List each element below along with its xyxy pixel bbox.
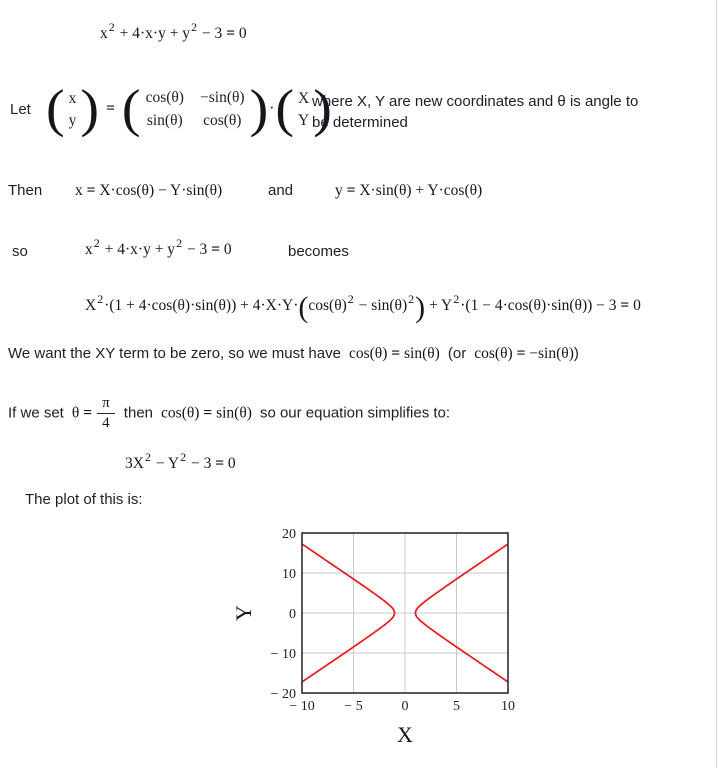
XY-vector <box>294 91 313 128</box>
equation-x-transform[interactable]: x = X·cos(θ) − Y·sin(θ) <box>75 182 223 199</box>
left-paren: ( <box>121 79 141 139</box>
vec-X: X <box>298 89 310 107</box>
superscript: 2 <box>453 292 460 306</box>
note-line2: be determined <box>312 114 408 131</box>
x-axis-label: X <box>397 722 413 747</box>
superscript: 2 <box>108 20 115 34</box>
matrix-cell: cos(θ) <box>145 89 184 106</box>
let-label: Let <box>10 101 31 118</box>
left-paren: ( <box>275 79 295 139</box>
y-tick-label: 0 <box>289 607 296 622</box>
superscript: 2 <box>191 20 198 34</box>
and-label: and <box>268 182 294 199</box>
superscript: 2 <box>180 450 187 464</box>
left-paren: ( <box>46 79 65 139</box>
right-paren: ) <box>80 79 100 139</box>
equation-y-transform[interactable]: y = X·sin(θ) + Y·cos(θ) <box>335 182 483 199</box>
superscript: 2 <box>97 292 104 306</box>
superscript: 2 <box>347 292 354 306</box>
vec-Y: Y <box>298 111 310 129</box>
right-paren: ) <box>313 79 332 139</box>
right-paren: ) <box>249 79 269 139</box>
y-tick-label: 20 <box>282 527 296 542</box>
vec-x: x <box>68 89 77 107</box>
x-tick-label: 10 <box>501 699 515 714</box>
x-tick-label: − 5 <box>344 699 363 714</box>
so-label: so <box>12 243 28 260</box>
xy-vector <box>65 91 81 128</box>
equation-expanded[interactable]: $X^2\cdot(1 + 4\cdot\cos(\theta)\cdot\sin(\theta)) + 4\cdot X\cdot Y\cdot(\cos(\theta)^2 - \sin(\theta)^2) + Y^2\cdot(1 - 4\cdot\cos(\theta)\cdot\sin(\theta)) - 3 = 0$ <box>85 291 641 324</box>
hyperbola-plot[interactable] <box>230 522 530 768</box>
superscript: 2 <box>176 236 183 250</box>
rotation-matrix-definition[interactable] <box>46 79 332 139</box>
matrix-cell: cos(θ) <box>203 112 242 129</box>
set-theta-text[interactable]: If we set θ = $\frac{\pi}{4}$ then cos(θ) = sin(θ) so our equation simplifies to: <box>8 395 451 431</box>
then-label: Then <box>8 182 43 199</box>
multiply-dot: · <box>269 100 275 117</box>
xy-term-zero-text[interactable]: We want the XY term to be zero, so we must have cos(θ) = sin(θ) (or cos(θ) = −sin(θ)) <box>8 345 579 362</box>
becomes-label: becomes <box>288 243 349 260</box>
superscript: 2 <box>93 236 100 250</box>
fraction: $\frac{\pi}{4}$ <box>97 396 115 431</box>
x-tick-label: 0 <box>401 699 409 714</box>
bold-equals: = <box>106 100 115 117</box>
rotation-matrix <box>141 90 250 128</box>
y-tick-label: − 20 <box>270 687 296 702</box>
note-line1: where X, Y are new coordinates and θ is angle to <box>312 93 639 110</box>
page-border <box>716 0 717 768</box>
vec-y: y <box>68 111 77 129</box>
x-tick-label: − 10 <box>289 699 315 714</box>
superscript: 2 <box>408 292 415 306</box>
y-axis-label: Y <box>231 605 256 621</box>
matrix-cell: sin(θ) <box>146 112 183 129</box>
equation-simplified[interactable]: $3X^2 - Y^2 - 3 = 0$ <box>125 450 236 472</box>
y-tick-label: 10 <box>282 567 296 582</box>
matrix-cell: −sin(θ) <box>199 89 245 106</box>
plot-caption: The plot of this is: <box>25 491 143 508</box>
equation-original-repeat[interactable]: $x^2 + 4\cdot x\cdot y + y^2 - 3 = 0$ <box>85 236 232 258</box>
y-tick-label: − 10 <box>270 647 296 662</box>
coordinates-note[interactable] <box>312 91 702 133</box>
superscript: 2 <box>144 450 151 464</box>
equation-original[interactable]: $x^2 + 4\cdot x\cdot y + y^2 - 3 = 0$ <box>100 20 247 42</box>
x-tick-label: 5 <box>453 699 460 714</box>
